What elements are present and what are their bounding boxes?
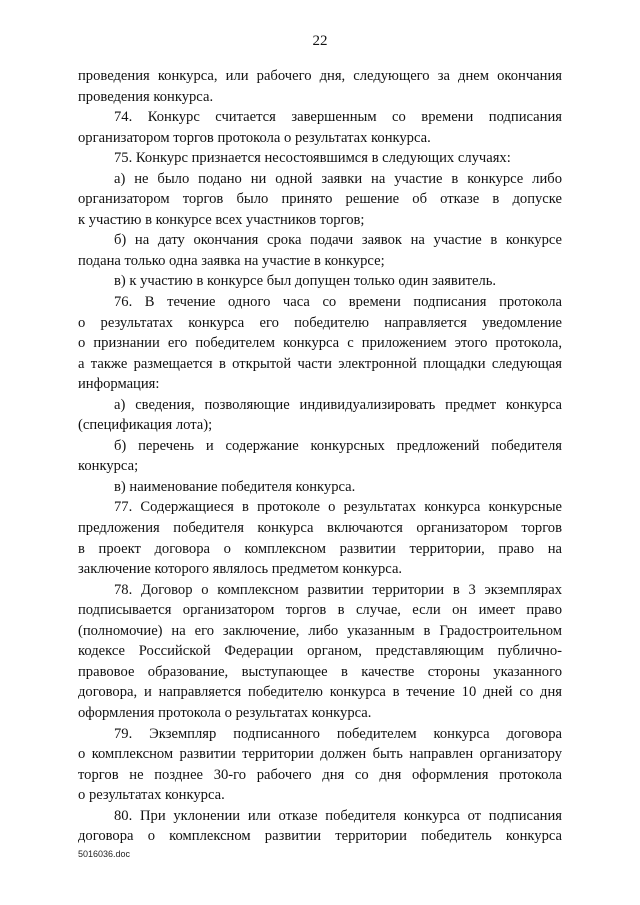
text-line: к участию в конкурсе всех участников торгов; <box>78 211 365 228</box>
text-line: а также размещается в открытой части электронной площадки следующая <box>78 355 562 372</box>
document-body <box>78 66 562 847</box>
text-line: в) к участию в конкурсе был допущен только один заявитель. <box>114 273 497 290</box>
text-line: организатором торгов было принято решение об отказе в допуске <box>78 191 562 208</box>
text-line: 76. В течение одного часа со времени подписания протокола <box>114 294 562 311</box>
text-line: правовое образование, выступающее в качестве стороны указанного <box>78 663 562 680</box>
text-line: в проект договора о комплексном развитии территории, право на <box>78 540 562 557</box>
text-line: заключение которого являлось предметом конкурса. <box>78 561 403 578</box>
text-line: проведения конкурса. <box>78 88 214 105</box>
text-line: 79. Экземпляр подписанного победителем конкурса договора <box>114 725 562 742</box>
text-line: о комплексном развитии территории должен быть направлен организатору <box>78 746 562 763</box>
text-line: договора о комплексном развитии территории победитель конкурса <box>78 828 562 845</box>
text-line: б) перечень и содержание конкурсных предложений победителя <box>114 437 562 454</box>
text-line: договора, и направляется победителю конкурса в течение 10 дней со дня <box>78 684 562 701</box>
text-line: 78. Договор о комплексном развитии территории в 3 экземплярах <box>114 581 562 598</box>
text-line: б) на дату окончания срока подачи заявок на участие в конкурсе <box>114 232 562 249</box>
text-line: 77. Содержащиеся в протоколе о результатах конкурса конкурсные <box>114 499 562 516</box>
text-line: 80. При уклонении или отказе победителя конкурса от подписания <box>114 807 562 824</box>
text-line: о результатах конкурса его победителю направляется уведомление <box>78 314 562 331</box>
text-line: о признании его победителем конкурса с приложением этого протокола, <box>78 335 562 352</box>
text-line: кодексе Российской Федерации органом, представляющим публично- <box>78 643 562 660</box>
text-line: подана только одна заявка на участие в конкурсе; <box>78 252 385 269</box>
page-number: 22 <box>312 33 328 49</box>
text-line: а) не было подано ни одной заявки на участие в конкурсе либо <box>114 170 562 187</box>
text-line: проведения конкурса, или рабочего дня, следующего за днем окончания <box>78 68 562 84</box>
text-line: в) наименование победителя конкурса. <box>114 478 356 495</box>
text-line: подписывается организатором торгов в случае, если он имеет право <box>78 602 562 619</box>
text-line: о результатах конкурса. <box>78 787 225 804</box>
text-line: информация: <box>78 376 160 393</box>
document-file-code: 5016036.doc <box>78 849 131 859</box>
text-line: 74. Конкурс считается завершенным со времени подписания <box>114 109 562 126</box>
text-line: (спецификация лота); <box>78 417 213 434</box>
text-line: предложения победителя конкурса включаются организатором торгов <box>78 520 562 537</box>
text-line: а) сведения, позволяющие индивидуализировать предмет конкурса <box>114 396 562 413</box>
text-line: конкурса; <box>78 458 139 475</box>
text-line: организатором торгов протокола о результатах конкурса. <box>78 129 431 146</box>
text-line: торгов не позднее 30-го рабочего дня со дня оформления протокола <box>78 766 562 783</box>
text-line: 75. Конкурс признается несостоявшимся в следующих случаях: <box>114 150 511 167</box>
text-line: (полномочие) на его заключение, либо указанным в Градостроительном <box>78 622 562 639</box>
text-line: оформления протокола о результатах конкурса. <box>78 704 372 721</box>
